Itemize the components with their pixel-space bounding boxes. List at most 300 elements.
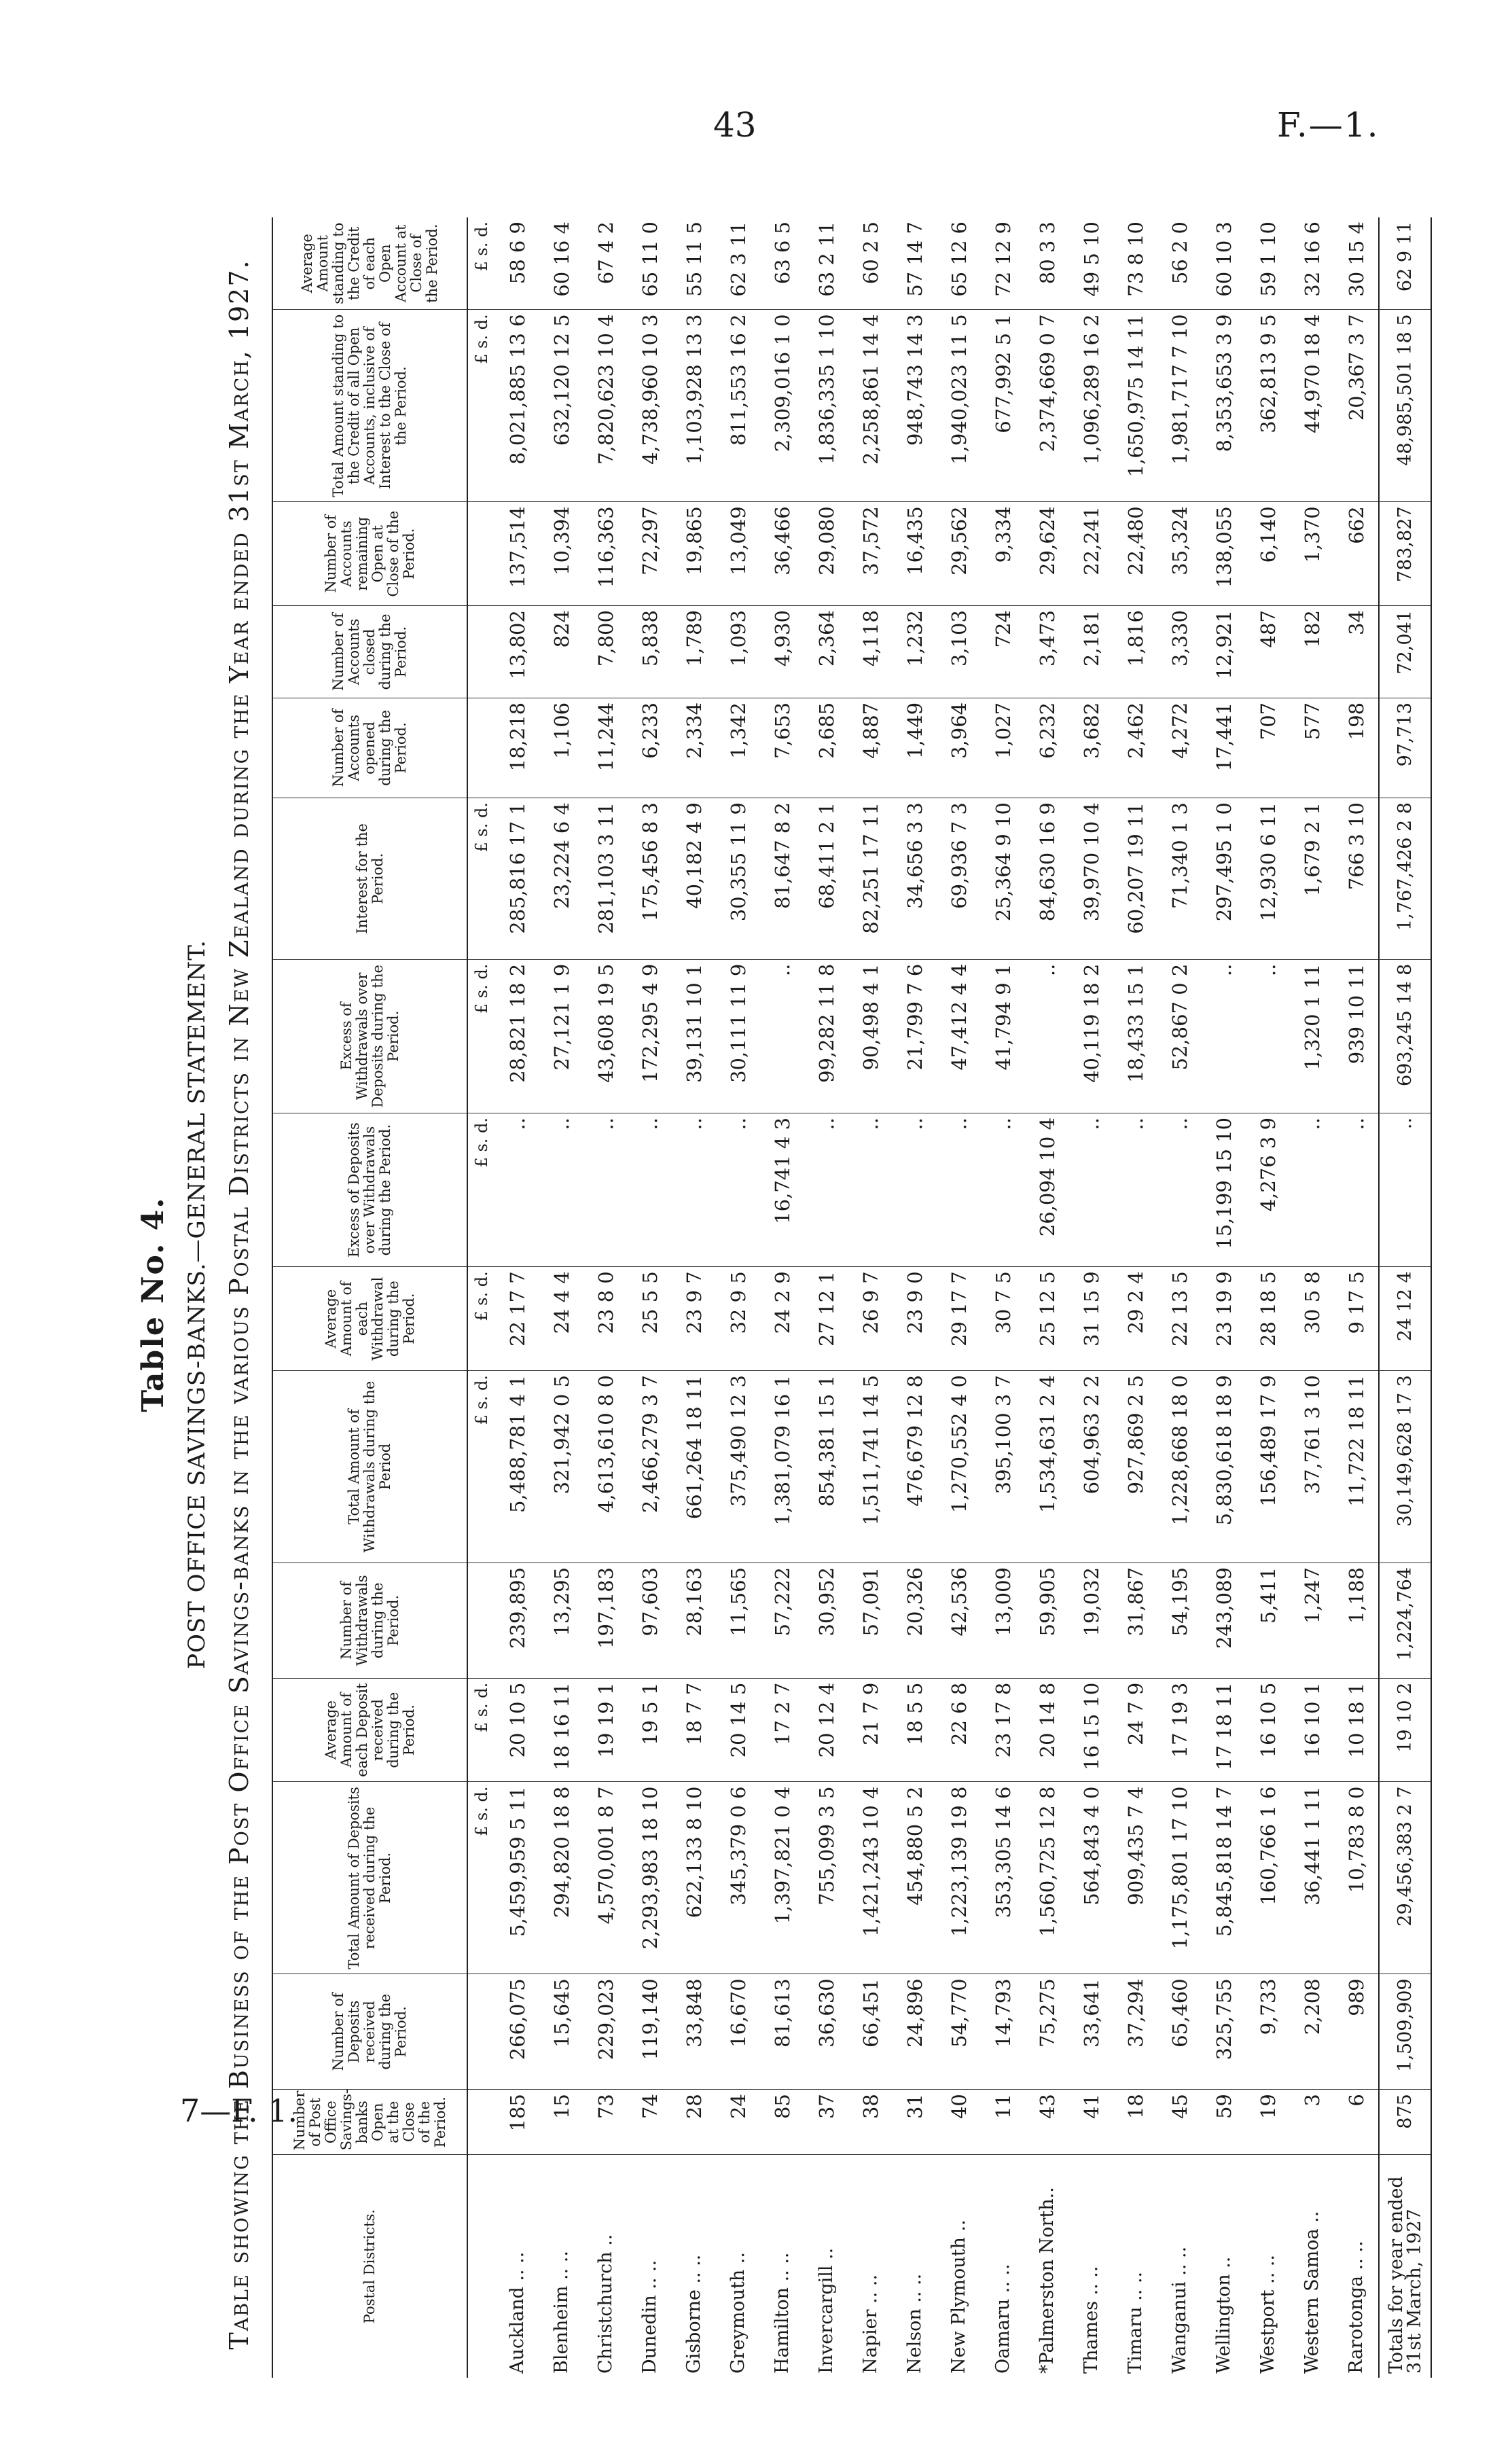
table-cell: 37,572 — [848, 502, 893, 606]
table-cell: 1,342 — [716, 698, 760, 798]
table-cell: 45 — [1157, 2090, 1202, 2155]
table-cell: 11,722 18 11 — [1334, 1371, 1379, 1563]
table-cell: 59,905 — [1025, 1563, 1069, 1678]
table-cell: 16,670 — [716, 1974, 760, 2090]
table-cell: 604,963 2 2 — [1069, 1371, 1113, 1563]
table-cell: 25 12 5 — [1025, 1267, 1069, 1371]
table-cell: 12,921 — [1202, 606, 1246, 698]
district-name: Westport .. .. — [1257, 2254, 1278, 2374]
table-cell: 30 5 8 — [1290, 1267, 1334, 1371]
table-cell: 677,992 5 1 — [981, 310, 1025, 502]
table-cell: 854,381 15 1 — [804, 1371, 848, 1563]
table-cell: 30 7 5 — [981, 1267, 1025, 1371]
district-name: Wellington .. — [1212, 2256, 1234, 2374]
table-cell: 909,435 7 4 — [1113, 1782, 1157, 1974]
table-cell: 20 14 5 — [716, 1678, 760, 1782]
table-cell: 119,140 — [628, 1974, 672, 2090]
table-cell: 54,195 — [1157, 1563, 1202, 1678]
table-cell: 13,802 — [495, 606, 539, 698]
table-cell: 3,964 — [937, 698, 981, 798]
table-cell: 32 9 5 — [716, 1267, 760, 1371]
table-cell: 42,536 — [937, 1563, 981, 1678]
unit-cell: £ s. d. — [467, 798, 495, 960]
column-header: Average Amount of each Deposit received during the Period. — [272, 1678, 467, 1782]
table-cell: 5,411 — [1246, 1563, 1290, 1678]
table-cell: 622,133 8 10 — [672, 1782, 716, 1974]
table-cell: 41,794 9 1 — [981, 959, 1025, 1113]
table-cell: 22 17 7 — [495, 1267, 539, 1371]
table-cell: .. — [937, 1113, 981, 1266]
table-row — [1290, 217, 1334, 2378]
table-cell: 755,099 3 5 — [804, 1782, 848, 1974]
table-cell: 10,783 8 0 — [1334, 1782, 1379, 1974]
table-cell: 8,021,885 13 6 — [495, 310, 539, 502]
table-cell: 73 — [583, 2090, 628, 2155]
table-cell: 2,309,016 1 0 — [760, 310, 804, 502]
table-cell: 24 4 4 — [539, 1267, 583, 1371]
table-cell: 30,952 — [804, 1563, 848, 1678]
table-cell: 632,120 12 5 — [539, 310, 583, 502]
district-name: Christchurch .. — [594, 2234, 616, 2374]
table-cell: 10,394 — [539, 502, 583, 606]
table-cell: 2,208 — [1290, 1974, 1334, 2090]
table-cell: 54,770 — [937, 1974, 981, 2090]
district-name: Auckland .. .. — [506, 2251, 528, 2374]
table-row — [804, 217, 848, 2378]
table-cell: 16 15 10 — [1069, 1678, 1113, 1782]
table-cell: 20,367 3 7 — [1334, 310, 1379, 502]
table-cell: 23 17 8 — [981, 1678, 1025, 1782]
table-cell: 1,096,289 16 2 — [1069, 310, 1113, 502]
table-cell: 1,789 — [672, 606, 716, 698]
table-cell: 19,032 — [1069, 1563, 1113, 1678]
table-cell: 4,930 — [760, 606, 804, 698]
table-cell: .. — [1246, 959, 1290, 1113]
table-cell: 65,460 — [1157, 1974, 1202, 2090]
table-cell: 1,940,023 11 5 — [937, 310, 981, 502]
unit-cell: £ s. d. — [467, 1678, 495, 1782]
unit-cell — [467, 698, 495, 798]
table-cell: 1,270,552 4 0 — [937, 1371, 981, 1563]
table-row — [495, 217, 539, 2378]
district-name: Thames .. .. — [1080, 2266, 1102, 2374]
table-cell: 37 — [804, 2090, 848, 2155]
table-cell: 1,511,741 14 5 — [848, 1371, 893, 1563]
savings-bank-table — [272, 217, 1432, 2378]
table-cell: 3,103 — [937, 606, 981, 698]
table-cell: 59 1 10 — [1246, 217, 1290, 310]
table-cell: 1,650,975 14 11 — [1113, 310, 1157, 502]
table-cell: 321,942 0 5 — [539, 1371, 583, 1563]
table-row — [760, 217, 804, 2378]
table-cell: 62 3 11 — [716, 217, 760, 310]
table-cell: 22,480 — [1113, 502, 1157, 606]
table-cell: .. — [495, 1113, 539, 1266]
table-cell: 927,869 2 5 — [1113, 1371, 1157, 1563]
table-cell: 31,867 — [1113, 1563, 1157, 1678]
table-cell: 766 3 10 — [1334, 798, 1379, 960]
table-cell: 59 — [1202, 2090, 1246, 2155]
table-cell: 33,641 — [1069, 1974, 1113, 2090]
table-cell: 30,355 11 9 — [716, 798, 760, 960]
table-cell: .. — [804, 1113, 848, 1266]
table-cell: 13,009 — [981, 1563, 1025, 1678]
table-cell: 2,181 — [1069, 606, 1113, 698]
column-header: Number of Post Office Savings-banks Open at the Close of the Period. — [272, 2090, 467, 2155]
table-cell: 31 — [893, 2090, 937, 2155]
table-cell: 1,106 — [539, 698, 583, 798]
table-cell: 29 2 4 — [1113, 1267, 1157, 1371]
table-row — [583, 217, 628, 2378]
table-cell: 285,816 17 1 — [495, 798, 539, 960]
signature-mark: 7—F. 1. — [180, 2092, 298, 2129]
table-cell: 24 7 9 — [1113, 1678, 1157, 1782]
table-cell: 17 18 11 — [1202, 1678, 1246, 1782]
table-cell: 811,553 16 2 — [716, 310, 760, 502]
table-cell: 18 16 11 — [539, 1678, 583, 1782]
table-cell: 75,275 — [1025, 1974, 1069, 2090]
table-cell: 1,421,243 10 4 — [848, 1782, 893, 1974]
table-cell: 4,118 — [848, 606, 893, 698]
table-cell: 17,441 — [1202, 698, 1246, 798]
table-cell: 661,264 18 11 — [672, 1371, 716, 1563]
table-cell: 18 5 5 — [893, 1678, 937, 1782]
table-cell: 28,163 — [672, 1563, 716, 1678]
table-cell: 11,244 — [583, 698, 628, 798]
table-cell: 24 — [716, 2090, 760, 2155]
column-header: Number of Withdrawals during the Period. — [272, 1563, 467, 1678]
table-cell: 6,233 — [628, 698, 672, 798]
table-cell: 60,207 19 11 — [1113, 798, 1157, 960]
table-cell: 24,896 — [893, 1974, 937, 2090]
unit-cell — [467, 1563, 495, 1678]
table-cell: 229,023 — [583, 1974, 628, 2090]
table-cell: 1,247 — [1290, 1563, 1334, 1678]
district-name: Dunedin .. .. — [638, 2260, 660, 2374]
district-name: *Palmerston North.. — [1036, 2187, 1058, 2374]
table-cell: 22,241 — [1069, 502, 1113, 606]
header-row — [272, 217, 467, 2378]
table-cell: 5,845,818 14 7 — [1202, 1782, 1246, 1974]
table-cell: 16 10 1 — [1290, 1678, 1334, 1782]
table-cell: 3,473 — [1025, 606, 1069, 698]
table-cell: 22 13 5 — [1157, 1267, 1202, 1371]
table-cell: 362,813 9 5 — [1246, 310, 1290, 502]
rotated-table-page — [136, 190, 1426, 2418]
table-cell: .. — [539, 1113, 583, 1266]
table-cell: 69,936 7 3 — [937, 798, 981, 960]
table-cell: 172,295 4 9 — [628, 959, 672, 1113]
table-row — [539, 217, 583, 2378]
table-cell: 43 — [1025, 2090, 1069, 2155]
table-cell: .. — [1025, 959, 1069, 1113]
page-reference: F.—1. — [1277, 105, 1380, 145]
table-cell: 29,080 — [804, 502, 848, 606]
table-cell: 7,820,623 10 4 — [583, 310, 628, 502]
table-cell: 487 — [1246, 606, 1290, 698]
table-cell: 37,761 3 10 — [1290, 1371, 1334, 1563]
column-header: Interest for the Period. — [272, 798, 467, 960]
table-row — [1069, 217, 1113, 2378]
table-cell: 20,326 — [893, 1563, 937, 1678]
table-cell: 17 2 7 — [760, 1678, 804, 1782]
table-cell: 44,970 18 4 — [1290, 310, 1334, 502]
table-cell: 15,199 15 10 — [1202, 1113, 1246, 1266]
column-header: Total Amount of Deposits received during the Period. — [272, 1782, 467, 1974]
table-cell: 138,055 — [1202, 502, 1246, 606]
table-cell: 1,397,821 0 4 — [760, 1782, 804, 1974]
table-cell: 90,498 4 1 — [848, 959, 893, 1113]
table-cell: 23 19 9 — [1202, 1267, 1246, 1371]
table-cell: 49 5 10 — [1069, 217, 1113, 310]
table-row — [1202, 217, 1246, 2378]
table-cell: 24 12 4 — [1379, 1267, 1431, 1371]
table-cell: 40,182 4 9 — [672, 798, 716, 960]
table-cell: 29,624 — [1025, 502, 1069, 606]
table-cell: 25 5 5 — [628, 1267, 672, 1371]
table-cell: 375,490 12 3 — [716, 1371, 760, 1563]
table-cell: 72 12 9 — [981, 217, 1025, 310]
table-cell: 29,456,383 2 7 — [1379, 1782, 1431, 1974]
table-cell: 20 14 8 — [1025, 1678, 1069, 1782]
table-cell: 23 8 0 — [583, 1267, 628, 1371]
table-cell: 2,462 — [1113, 698, 1157, 798]
table-cell: 1,560,725 12 8 — [1025, 1782, 1069, 1974]
district-name: Invercargill .. — [815, 2247, 837, 2374]
table-cell: 13,049 — [716, 502, 760, 606]
unit-cell: £ s. d. — [467, 217, 495, 310]
table-cell: 19 10 2 — [1379, 1678, 1431, 1782]
table-cell: 281,103 3 11 — [583, 798, 628, 960]
unit-cell: £ s. d. — [467, 1371, 495, 1563]
table-cell: .. — [1334, 1113, 1379, 1266]
table-cell: 175,456 8 3 — [628, 798, 672, 960]
table-cell: .. — [893, 1113, 937, 1266]
table-cell: 81,613 — [760, 1974, 804, 2090]
table-cell: 707 — [1246, 698, 1290, 798]
unit-cell — [467, 1974, 495, 2090]
table-cell: 1,534,631 2 4 — [1025, 1371, 1069, 1563]
table-row — [1113, 217, 1157, 2378]
table-cell: .. — [1202, 959, 1246, 1113]
table-cell: 1,027 — [981, 698, 1025, 798]
table-cell: 48,985,501 18 5 — [1379, 310, 1431, 502]
table-cell: 20 12 4 — [804, 1678, 848, 1782]
table-cell: 2,374,669 0 7 — [1025, 310, 1069, 502]
table-cell: 39,970 10 4 — [1069, 798, 1113, 960]
table-cell: 2,685 — [804, 698, 848, 798]
table-cell: 12,930 6 11 — [1246, 798, 1290, 960]
table-cell: 345,379 0 6 — [716, 1782, 760, 1974]
table-cell: 63 2 11 — [804, 217, 848, 310]
district-name: Oamaru .. .. — [992, 2264, 1013, 2374]
totals-row — [1379, 217, 1431, 2378]
table-cell: 99,282 11 8 — [804, 959, 848, 1113]
table-cell: 14,793 — [981, 1974, 1025, 2090]
table-cell: 29 17 7 — [937, 1267, 981, 1371]
table-cell: 1,232 — [893, 606, 937, 698]
table-row — [1157, 217, 1202, 2378]
table-row — [716, 217, 760, 2378]
table-cell: 41 — [1069, 2090, 1113, 2155]
table-cell: 4,276 3 9 — [1246, 1113, 1290, 1266]
table-cell: 2,466,279 3 7 — [628, 1371, 672, 1563]
table-cell: 32 16 6 — [1290, 217, 1334, 310]
unit-cell — [467, 2090, 495, 2155]
column-header: Excess of Withdrawals over Deposits during the Period. — [272, 959, 467, 1113]
table-cell: 989 — [1334, 1974, 1379, 2090]
table-cell: 1,449 — [893, 698, 937, 798]
table-row — [672, 217, 716, 2378]
table-cell: 22 6 8 — [937, 1678, 981, 1782]
table-cell: 28 18 5 — [1246, 1267, 1290, 1371]
table-cell: 65 12 6 — [937, 217, 981, 310]
table-cell: 31 15 9 — [1069, 1267, 1113, 1371]
table-number: Table No. 4. — [136, 1196, 170, 1412]
table-cell: 30,111 11 9 — [716, 959, 760, 1113]
table-cell: 693,245 14 8 — [1379, 959, 1431, 1113]
table-cell: 36,630 — [804, 1974, 848, 2090]
table-cell: 23 9 7 — [672, 1267, 716, 1371]
table-cell: 939 10 11 — [1334, 959, 1379, 1113]
table-cell: 239,895 — [495, 1563, 539, 1678]
table-cell: .. — [1379, 1113, 1431, 1266]
table-cell: 60 10 3 — [1202, 217, 1246, 310]
table-cell: 16 10 5 — [1246, 1678, 1290, 1782]
table-cell: .. — [583, 1113, 628, 1266]
table-cell: 19 — [1246, 2090, 1290, 2155]
table-cell: 19,865 — [672, 502, 716, 606]
table-cell: 21 7 9 — [848, 1678, 893, 1782]
table-row — [981, 217, 1025, 2378]
table-cell: 72,297 — [628, 502, 672, 606]
table-cell: 7,800 — [583, 606, 628, 698]
table-cell: 3,330 — [1157, 606, 1202, 698]
table-cell: 266,075 — [495, 1974, 539, 2090]
table-cell: 55 11 5 — [672, 217, 716, 310]
table-cell: .. — [1069, 1113, 1113, 1266]
table-cell: 15 — [539, 2090, 583, 2155]
table-row — [937, 217, 981, 2378]
table-cell: 2,364 — [804, 606, 848, 698]
district-name: Hamilton .. .. — [771, 2252, 793, 2374]
column-header: Number of Accounts opened during the Period. — [272, 698, 467, 798]
table-row — [1246, 217, 1290, 2378]
table-cell: 2,334 — [672, 698, 716, 798]
table-cell: 137,514 — [495, 502, 539, 606]
table-cell: 8,353,653 3 9 — [1202, 310, 1246, 502]
table-cell: 1,381,079 16 1 — [760, 1371, 804, 1563]
table-cell: 297,495 1 0 — [1202, 798, 1246, 960]
unit-cell — [467, 606, 495, 698]
unit-cell — [467, 502, 495, 606]
table-cell: 182 — [1290, 606, 1334, 698]
table-cell: 5,838 — [628, 606, 672, 698]
table-cell: 1,679 2 1 — [1290, 798, 1334, 960]
table-cell: 73 8 10 — [1113, 217, 1157, 310]
district-name: Napier .. .. — [859, 2274, 881, 2374]
table-cell: 1,816 — [1113, 606, 1157, 698]
table-cell: 71,340 1 3 — [1157, 798, 1202, 960]
table-cell: 19 5 1 — [628, 1678, 672, 1782]
table-cell: 97,713 — [1379, 698, 1431, 798]
table-cell: 160,766 1 6 — [1246, 1782, 1290, 1974]
table-cell: .. — [1113, 1113, 1157, 1266]
table-cell: 27 12 1 — [804, 1267, 848, 1371]
table-cell: 116,363 — [583, 502, 628, 606]
table-row — [893, 217, 937, 2378]
table-cell: 1,228,668 18 0 — [1157, 1371, 1202, 1563]
table-cell: 16,741 4 3 — [760, 1113, 804, 1266]
table-cell: 824 — [539, 606, 583, 698]
table-cell: 26 9 7 — [848, 1267, 893, 1371]
table-cell: 783,827 — [1379, 502, 1431, 606]
table-cell: 25,364 9 10 — [981, 798, 1025, 960]
table-cell: 1,509,909 — [1379, 1974, 1431, 2090]
table-cell: 5,830,618 18 9 — [1202, 1371, 1246, 1563]
table-cell: 84,630 16 9 — [1025, 798, 1069, 960]
table-cell: 11,565 — [716, 1563, 760, 1678]
table-cell: 35,324 — [1157, 502, 1202, 606]
table-cell: 65 11 0 — [628, 217, 672, 310]
table-cell: 9,334 — [981, 502, 1025, 606]
table-cell: 6,232 — [1025, 698, 1069, 798]
table-cell: 6 — [1334, 2090, 1379, 2155]
column-header: Total Amount of Withdrawals during the Period — [272, 1371, 467, 1563]
district-name: New Plymouth .. — [948, 2219, 969, 2374]
table-cell: 57 14 7 — [893, 217, 937, 310]
table-cell: 34 — [1334, 606, 1379, 698]
table-cell: .. — [1290, 1113, 1334, 1266]
table-title: Table showing the Business of the Post Office Savings-banks in the various Postal Districts in New Zealand during the Year ended 31st March, 1927. — [224, 259, 254, 2350]
table-cell: 5,459,959 5 11 — [495, 1782, 539, 1974]
table-cell: 36,441 1 11 — [1290, 1782, 1334, 1974]
district-name: Gisborne .. .. — [683, 2254, 704, 2374]
table-cell: 185 — [495, 2090, 539, 2155]
table-cell: 11 — [981, 2090, 1025, 2155]
table-cell: .. — [1157, 1113, 1202, 1266]
table-cell: 2,293,983 18 10 — [628, 1782, 672, 1974]
table-cell: 60 16 4 — [539, 217, 583, 310]
table-cell: 1,370 — [1290, 502, 1334, 606]
table-cell: 18 7 7 — [672, 1678, 716, 1782]
district-name: Blenheim .. .. — [550, 2251, 572, 2374]
table-cell: 1,836,335 1 10 — [804, 310, 848, 502]
table-cell: 18,433 15 1 — [1113, 959, 1157, 1113]
table-cell: 67 4 2 — [583, 217, 628, 310]
table-cell: 1,175,801 17 10 — [1157, 1782, 1202, 1974]
table-cell: 85 — [760, 2090, 804, 2155]
table-cell: .. — [848, 1113, 893, 1266]
district-name: Rarotonga .. .. — [1345, 2240, 1367, 2374]
column-header: Excess of Deposits over Withdrawals during the Period. — [272, 1113, 467, 1266]
table-cell: 34,656 3 3 — [893, 798, 937, 960]
table-cell: 156,489 17 9 — [1246, 1371, 1290, 1563]
table-cell: 395,100 3 7 — [981, 1371, 1025, 1563]
table-cell: 1,093 — [716, 606, 760, 698]
table-cell: 325,755 — [1202, 1974, 1246, 2090]
table-cell: .. — [760, 959, 804, 1113]
table-cell: 19 19 1 — [583, 1678, 628, 1782]
table-cell: 9 17 5 — [1334, 1267, 1379, 1371]
table-cell: .. — [628, 1113, 672, 1266]
table-cell: 4,570,001 8 7 — [583, 1782, 628, 1974]
district-name: Western Samoa .. — [1301, 2211, 1323, 2374]
table-cell: 16,435 — [893, 502, 937, 606]
table-cell: 26,094 10 4 — [1025, 1113, 1069, 1266]
table-cell: 13,295 — [539, 1563, 583, 1678]
table-subtitle: POST OFFICE SAVINGS-BANKS.—GENERAL STATEMENT. — [183, 940, 211, 1669]
